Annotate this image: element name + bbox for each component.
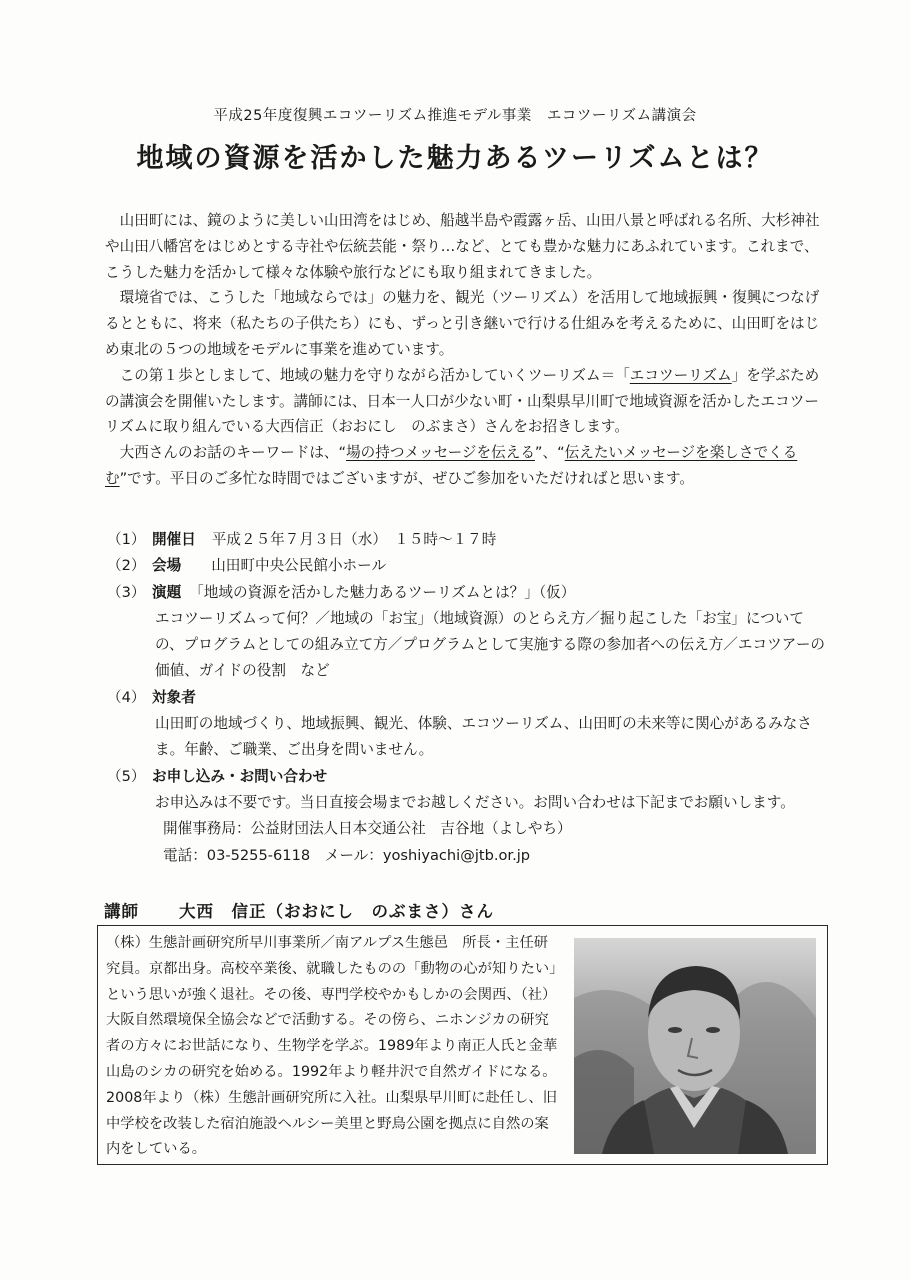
contact-office: 開催事務局：公益財団法人日本交通公社 吉谷地（よしやち）	[163, 820, 572, 838]
speaker-heading	[104, 898, 494, 922]
speaker-photo-illustration	[574, 938, 816, 1154]
item-label: お申し込み・お問い合わせ	[152, 767, 328, 785]
intro-text-segment: ”です。平日のご多忙な時間ではございますが、ぜひご参加をいただければと思います。	[119, 469, 694, 487]
item-value: 「地域の資源を活かした魅力あるツーリズムとは？」（仮）	[189, 583, 576, 601]
speaker-bio: （株）生態計画研究所早川事業所／南アルプス生態邑 所長・主任研究員。京都出身。高校卒業後、就職したものの「動物の心が知りたい」という思いが強く退社。その後、専門学校やかもしかの会関西、（社）大阪自然環境保全協会などで活動する。その傍ら、ニホンジカの研究者の方々にお世話になり、生物学を学ぶ。1989年より南正人氏と金華山島のシカの研究を始める。1992年より軽井沢で自然ガイドになる。2008年より（株）生態計画研究所に入社。山梨県早川町に赴任し、旧中学校を改装した宿泊施設ヘルシー美里と野鳥公園を拠点に自然の案内をしている。	[106, 935, 558, 1158]
ecotourism-keyword: エコツーリズム	[629, 366, 732, 384]
contact-description: お申込みは不要です。当日直接会場までお越しください。お問い合わせは下記までお願いします。	[155, 793, 795, 811]
item-label: 開催日	[152, 531, 196, 548]
speaker-role: 講師	[104, 902, 139, 921]
detail-venue	[107, 553, 827, 579]
intro-text	[105, 208, 825, 492]
speaker-name: 大西 信正（おおにし のぶまさ）さん	[179, 902, 494, 921]
detail-date	[107, 527, 827, 553]
item-number: （4）	[107, 688, 146, 706]
item-number: （5）	[107, 767, 146, 785]
intro-paragraph	[105, 363, 825, 440]
keyword-1: 場の持つメッセージを伝える	[346, 444, 535, 462]
detail-audience	[107, 685, 827, 711]
item-label: 対象者	[152, 688, 196, 706]
item-label: 演題	[152, 583, 182, 601]
intro-text-segment: この第１歩としまして、地域の魅力を守りながら活かしていくツーリズム＝「	[119, 366, 630, 384]
intro-text-segment: 大西さんのお話のキーワードは、“	[119, 444, 347, 462]
audience-description: 山田町の地域づくり、地域振興、観光、体験、エコツーリズム、山田町の未来等に関心があるみなさま。年齢、ご職業、ご出身を問いません。	[155, 715, 812, 759]
item-value: 平成２５年７月３日（水） １５時～１７時	[211, 531, 497, 548]
intro-text-segment: 」を学ぶための講演会を開催いたします。講師には、日本一人口が少ない町・山梨県早川町で地域資源を活かしたエコツーリズムに取り組んでいる大西信正（おおにし のぶまさ）さんをお招きします。	[105, 366, 820, 436]
item-number: （1）	[107, 531, 146, 548]
contact-phone-email: 電話：03-5255-6118 メール：yoshiyachi@jtb.or.jp	[163, 846, 531, 864]
intro-paragraph: 環境省では、こうした「地域ならでは」の魅力を、観光（ツーリズム）を活用して地域振興・復興につなげるとともに、将来（私たちの子供たち）にも、ずっと引き継いで行ける仕組みを考えるために、山田町をはじめ東北の５つの地域をモデルに事業を進めています。	[105, 289, 820, 358]
detail-topic	[107, 580, 827, 606]
intro-paragraph	[105, 440, 825, 492]
speaker-photo	[574, 938, 816, 1154]
keyword-2: 伝えたいメッセージを楽しさでくるむ	[105, 444, 798, 487]
item-value: 山田町中央公民館小ホール	[211, 557, 387, 575]
item-number: （2）	[107, 557, 146, 575]
item-label: 会場	[152, 557, 182, 575]
intro-paragraph: 山田町には、鏡のように美しい山田湾をはじめ、船越半島や霞露ヶ岳、山田八景と呼ばれる名所、大杉神社や山田八幡宮をはじめとする寺社や伝統芸能・祭り…など、とても豊かな魅力にあふれています。これまで、こうした魅力を活かして様々な体験や旅行などにも取り組まれてきました。	[105, 212, 820, 281]
topic-description: エコツーリズムって何？／地域の「お宝」（地域資源）のとらえ方／掘り起こした「お宝」についての、プログラムとしての組み立て方／プログラムとして実施する際の参加者への伝え方／エコツアーの価値、ガイドの役割 など	[155, 609, 826, 680]
item-number: （3）	[107, 583, 146, 601]
event-title: 地域の資源を活かした魅力あるツーリズムとは？	[136, 143, 774, 174]
event-details	[107, 527, 827, 869]
speaker-profile-box	[97, 925, 828, 1165]
event-supertitle: 平成25年度復興エコツーリズム推進モデル事業 エコツーリズム講演会	[213, 108, 697, 124]
detail-contact	[107, 764, 827, 790]
intro-text-segment: ”、“	[534, 444, 565, 462]
